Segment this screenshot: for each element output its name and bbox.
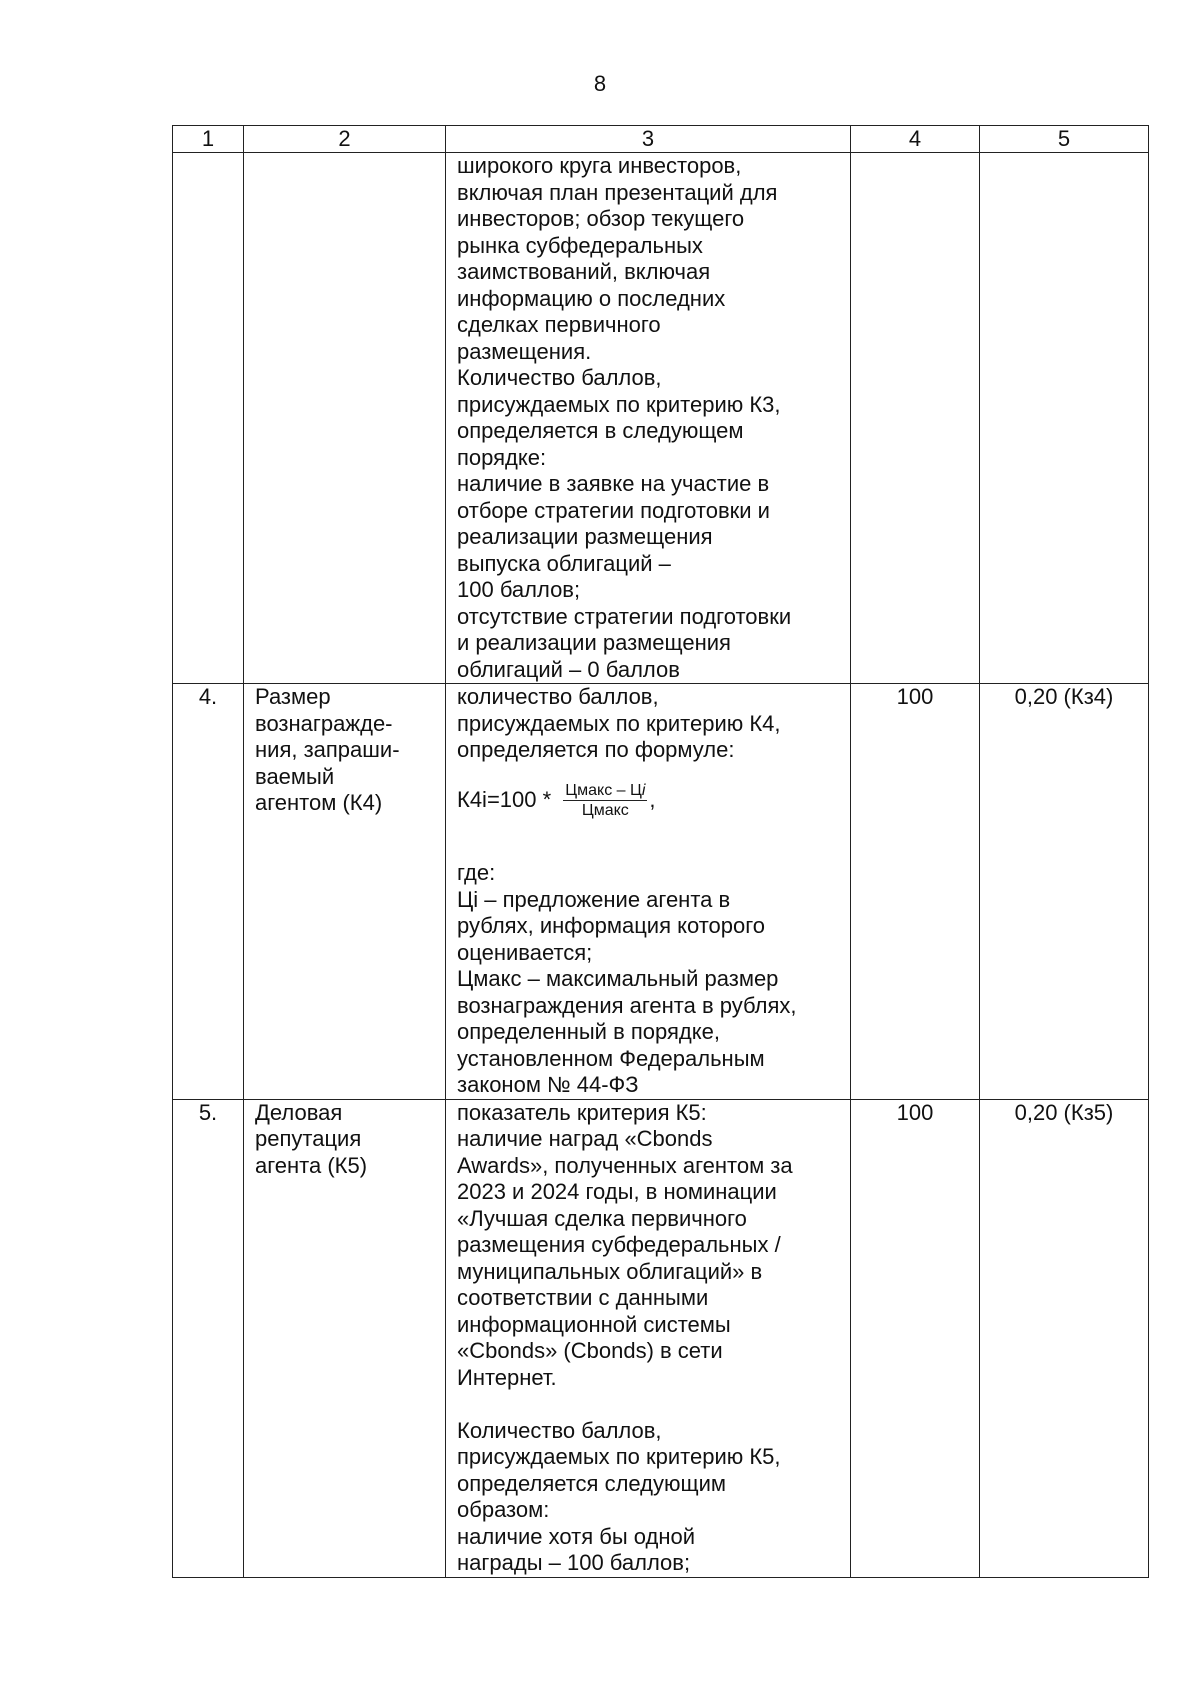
cell-number-empty [173,153,244,684]
criteria-table [172,125,1149,1578]
table-row-k5 [173,1099,1149,1577]
max-score-k5: 100 [851,1099,980,1577]
max-score-k4: 100 [851,684,980,1100]
criterion-k5-text: Деловая репутация агента (К5) [255,1099,368,1178]
cell-criterion-k4 [244,684,446,1100]
cell-description-k5 [446,1099,851,1577]
column-header-1: 1 [173,126,244,153]
column-header-3: 3 [446,126,851,153]
formula-fraction [563,781,647,820]
formula-lhs: К4i=100 * [457,787,558,813]
table-row-continuation [173,153,1149,684]
cell-criterion-empty [244,153,446,684]
formula-denominator: Цмакс [581,802,629,819]
weight-k4: 0,20 (Кз4) [980,684,1149,1100]
cell-description-k4 [446,684,851,1100]
k5-scoring-text: Количество баллов, присуждаемых по критерию К5, определяется следующим образом: наличие хотя бы одной награды – 100 баллов; [457,1417,781,1575]
k4-formula [457,768,842,834]
cell-description-k3-continued [446,153,851,684]
row-number-k4: 4. [173,684,244,1100]
row-number-k5: 5. [173,1099,244,1577]
k5-indicator-text: показатель критерия К5: наличие наград «Cbonds Awards», полученных агентом за 2023 и 2024 годы, в номинации «Лучшая сделка первичного размещения субфедеральных / муниципальных облигаций» в соответствии с данными информационной системы «Cbonds» (Cbonds) в сети Интернет. [457,1099,793,1390]
k3-description-text: широкого круга инвесторов, включая план презентаций для инвесторов; обзор текущего рынка субфедеральных заимствований, включая информацию о последних сделках первичного размещения. Количество баллов, присуждаемых по критерию К3, определяется в следующем порядке: наличие в заявке на участие в отборе стратегии подготовки и реализации размещения выпуска облигаций – 100 баллов; отсутствие стратегии подготовки и реализации размещения облигаций – 0 баллов [457,153,792,682]
formula-trailing-comma: , [649,787,656,813]
page-number: 8 [593,71,607,96]
column-header-5: 5 [980,126,1149,153]
formula-numerator-text: Цмакс – Ц [565,782,642,799]
formula-numerator [563,781,647,801]
column-header-4: 4 [851,126,980,153]
cell-weight-empty [980,153,1149,684]
cell-criterion-k5 [244,1099,446,1577]
spacer [457,1391,842,1418]
k4-explanation-text: где: Цi – предложение агента в рублях, информация которого оценивается; Цмакс – максимальный размер вознаграждения агента в рублях, определенный в порядке, установленном Федеральным законом № 44-ФЗ [457,860,797,1097]
table-row-k4 [173,684,1149,1100]
formula-numerator-subscript: i [641,782,646,799]
weight-k5: 0,20 (Кз5) [980,1099,1149,1577]
column-header-2: 2 [244,126,446,153]
table-header-row [173,126,1149,153]
criterion-k4-text: Размер вознагражде- ния, запраши- ваемый агентом (К4) [255,684,400,815]
spacer [457,834,842,861]
cell-max-score-empty [851,153,980,684]
k4-intro-text: количество баллов, присуждаемых по критерию К4, определяется по формуле: [457,684,781,762]
